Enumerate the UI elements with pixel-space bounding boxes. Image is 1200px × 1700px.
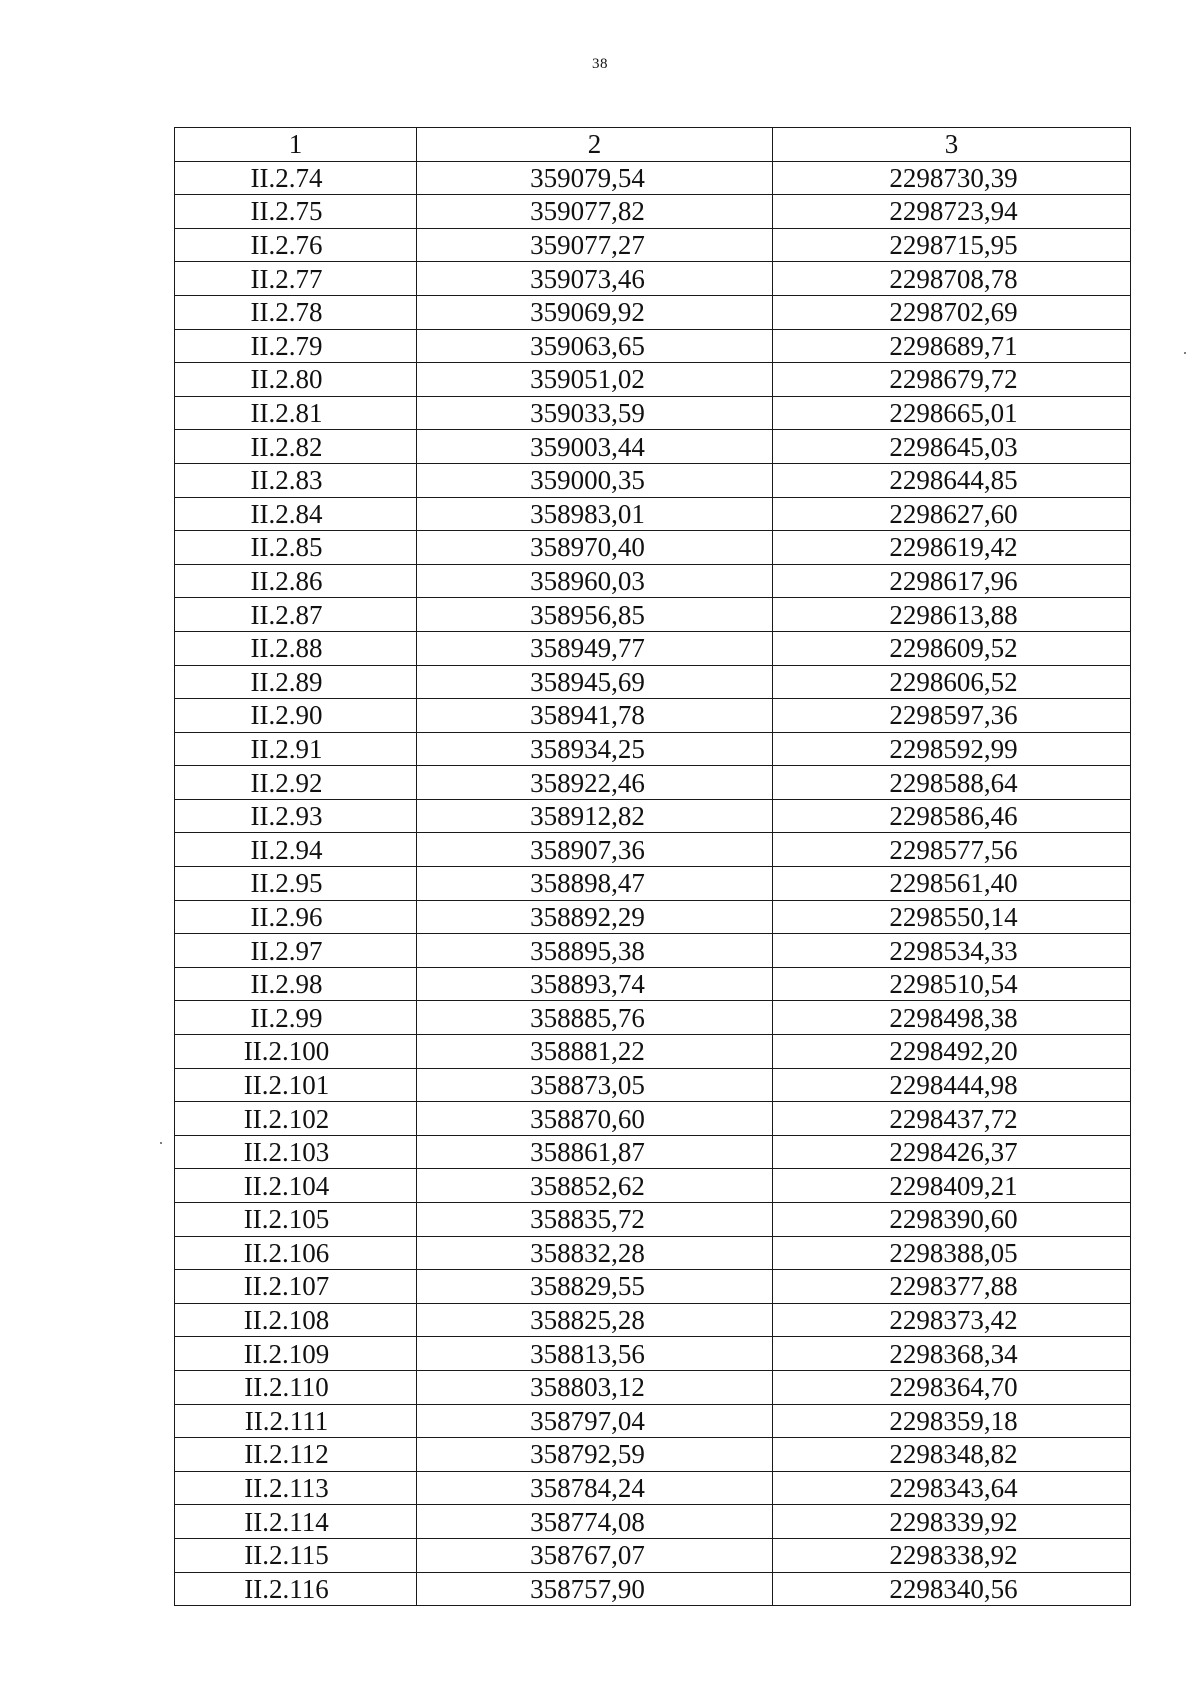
y-coordinate-cell: 2298364,70 — [773, 1370, 1131, 1404]
y-coordinate-cell: 2298592,99 — [773, 732, 1131, 766]
y-coordinate-cell: 2298437,72 — [773, 1102, 1131, 1136]
table-row — [175, 564, 1131, 598]
x-coordinate-cell: 359003,44 — [417, 430, 773, 464]
y-coordinate-cell: 2298665,01 — [773, 396, 1131, 430]
y-coordinate-cell: 2298617,96 — [773, 564, 1131, 598]
y-coordinate-cell: 2298390,60 — [773, 1203, 1131, 1237]
table-row — [175, 1505, 1131, 1539]
x-coordinate-cell: 358912,82 — [417, 799, 773, 833]
table-row — [175, 195, 1131, 229]
table-row — [175, 1236, 1131, 1270]
x-coordinate-cell: 359079,54 — [417, 161, 773, 195]
table-row — [175, 1169, 1131, 1203]
table-row — [175, 766, 1131, 800]
point-id-cell: II.2.75 — [175, 195, 417, 229]
table-row — [175, 665, 1131, 699]
y-coordinate-cell: 2298426,37 — [773, 1135, 1131, 1169]
y-coordinate-cell: 2298409,21 — [773, 1169, 1131, 1203]
point-id-cell: II.2.102 — [175, 1102, 417, 1136]
table-row — [175, 1370, 1131, 1404]
table-row — [175, 732, 1131, 766]
point-id-cell: II.2.112 — [175, 1438, 417, 1472]
y-coordinate-cell: 2298338,92 — [773, 1538, 1131, 1572]
x-coordinate-cell: 358983,01 — [417, 497, 773, 531]
x-coordinate-cell: 358803,12 — [417, 1370, 773, 1404]
table-row — [175, 1404, 1131, 1438]
x-coordinate-cell: 358960,03 — [417, 564, 773, 598]
table-row — [175, 463, 1131, 497]
point-id-cell: II.2.79 — [175, 329, 417, 363]
x-coordinate-cell: 358852,62 — [417, 1169, 773, 1203]
table-row — [175, 934, 1131, 968]
header-row — [175, 128, 1131, 162]
table-body — [175, 161, 1131, 1606]
x-coordinate-cell: 358861,87 — [417, 1135, 773, 1169]
table-row — [175, 1135, 1131, 1169]
column-header-2: 2 — [417, 128, 773, 162]
column-header-3: 3 — [773, 128, 1131, 162]
table-row — [175, 396, 1131, 430]
x-coordinate-cell: 358784,24 — [417, 1471, 773, 1505]
table-row — [175, 900, 1131, 934]
point-id-cell: II.2.81 — [175, 396, 417, 430]
point-id-cell: II.2.116 — [175, 1572, 417, 1606]
y-coordinate-cell: 2298723,94 — [773, 195, 1131, 229]
coordinates-table — [174, 127, 1131, 1606]
x-coordinate-cell: 358757,90 — [417, 1572, 773, 1606]
x-coordinate-cell: 358907,36 — [417, 833, 773, 867]
table-row — [175, 1572, 1131, 1606]
point-id-cell: II.2.103 — [175, 1135, 417, 1169]
point-id-cell: II.2.82 — [175, 430, 417, 464]
x-coordinate-cell: 358970,40 — [417, 531, 773, 565]
point-id-cell: II.2.106 — [175, 1236, 417, 1270]
x-coordinate-cell: 359051,02 — [417, 363, 773, 397]
point-id-cell: II.2.90 — [175, 699, 417, 733]
point-id-cell: II.2.105 — [175, 1203, 417, 1237]
point-id-cell: II.2.107 — [175, 1270, 417, 1304]
table-row — [175, 363, 1131, 397]
x-coordinate-cell: 358767,07 — [417, 1538, 773, 1572]
x-coordinate-cell: 358945,69 — [417, 665, 773, 699]
point-id-cell: II.2.99 — [175, 1001, 417, 1035]
point-id-cell: II.2.86 — [175, 564, 417, 598]
x-coordinate-cell: 358873,05 — [417, 1068, 773, 1102]
y-coordinate-cell: 2298606,52 — [773, 665, 1131, 699]
point-id-cell: II.2.87 — [175, 598, 417, 632]
table-row — [175, 1203, 1131, 1237]
x-coordinate-cell: 358835,72 — [417, 1203, 773, 1237]
point-id-cell: II.2.94 — [175, 833, 417, 867]
point-id-cell: II.2.85 — [175, 531, 417, 565]
x-coordinate-cell: 358881,22 — [417, 1035, 773, 1069]
x-coordinate-cell: 359069,92 — [417, 295, 773, 329]
scan-speck — [1184, 352, 1186, 354]
point-id-cell: II.2.104 — [175, 1169, 417, 1203]
y-coordinate-cell: 2298492,20 — [773, 1035, 1131, 1069]
table-row — [175, 295, 1131, 329]
table-row — [175, 699, 1131, 733]
table-row — [175, 1068, 1131, 1102]
table-row — [175, 631, 1131, 665]
table-row — [175, 531, 1131, 565]
table-row — [175, 1270, 1131, 1304]
point-id-cell: II.2.95 — [175, 867, 417, 901]
table-row — [175, 1035, 1131, 1069]
table-row — [175, 1102, 1131, 1136]
point-id-cell: II.2.91 — [175, 732, 417, 766]
y-coordinate-cell: 2298359,18 — [773, 1404, 1131, 1438]
point-id-cell: II.2.109 — [175, 1337, 417, 1371]
y-coordinate-cell: 2298644,85 — [773, 463, 1131, 497]
x-coordinate-cell: 358922,46 — [417, 766, 773, 800]
x-coordinate-cell: 358832,28 — [417, 1236, 773, 1270]
y-coordinate-cell: 2298715,95 — [773, 228, 1131, 262]
y-coordinate-cell: 2298534,33 — [773, 934, 1131, 968]
point-id-cell: II.2.88 — [175, 631, 417, 665]
point-id-cell: II.2.115 — [175, 1538, 417, 1572]
point-id-cell: II.2.78 — [175, 295, 417, 329]
point-id-cell: II.2.83 — [175, 463, 417, 497]
y-coordinate-cell: 2298388,05 — [773, 1236, 1131, 1270]
point-id-cell: II.2.101 — [175, 1068, 417, 1102]
y-coordinate-cell: 2298444,98 — [773, 1068, 1131, 1102]
y-coordinate-cell: 2298609,52 — [773, 631, 1131, 665]
y-coordinate-cell: 2298613,88 — [773, 598, 1131, 632]
point-id-cell: II.2.96 — [175, 900, 417, 934]
y-coordinate-cell: 2298730,39 — [773, 161, 1131, 195]
table-row — [175, 833, 1131, 867]
y-coordinate-cell: 2298627,60 — [773, 497, 1131, 531]
y-coordinate-cell: 2298368,34 — [773, 1337, 1131, 1371]
x-coordinate-cell: 359033,59 — [417, 396, 773, 430]
x-coordinate-cell: 358792,59 — [417, 1438, 773, 1472]
table-row — [175, 1471, 1131, 1505]
y-coordinate-cell: 2298340,56 — [773, 1572, 1131, 1606]
point-id-cell: II.2.77 — [175, 262, 417, 296]
point-id-cell: II.2.76 — [175, 228, 417, 262]
x-coordinate-cell: 358825,28 — [417, 1303, 773, 1337]
table-row — [175, 967, 1131, 1001]
x-coordinate-cell: 358893,74 — [417, 967, 773, 1001]
x-coordinate-cell: 358797,04 — [417, 1404, 773, 1438]
table-row — [175, 1538, 1131, 1572]
point-id-cell: II.2.108 — [175, 1303, 417, 1337]
point-id-cell: II.2.98 — [175, 967, 417, 1001]
y-coordinate-cell: 2298619,42 — [773, 531, 1131, 565]
table-row — [175, 161, 1131, 195]
x-coordinate-cell: 358934,25 — [417, 732, 773, 766]
table-row — [175, 799, 1131, 833]
point-id-cell: II.2.97 — [175, 934, 417, 968]
y-coordinate-cell: 2298708,78 — [773, 262, 1131, 296]
point-id-cell: II.2.111 — [175, 1404, 417, 1438]
x-coordinate-cell: 358774,08 — [417, 1505, 773, 1539]
x-coordinate-cell: 359073,46 — [417, 262, 773, 296]
x-coordinate-cell: 359077,27 — [417, 228, 773, 262]
point-id-cell: II.2.80 — [175, 363, 417, 397]
x-coordinate-cell: 359063,65 — [417, 329, 773, 363]
table-row — [175, 329, 1131, 363]
point-id-cell: II.2.89 — [175, 665, 417, 699]
point-id-cell: II.2.100 — [175, 1035, 417, 1069]
y-coordinate-cell: 2298348,82 — [773, 1438, 1131, 1472]
table-row — [175, 1303, 1131, 1337]
y-coordinate-cell: 2298689,71 — [773, 329, 1131, 363]
point-id-cell: II.2.74 — [175, 161, 417, 195]
y-coordinate-cell: 2298702,69 — [773, 295, 1131, 329]
y-coordinate-cell: 2298339,92 — [773, 1505, 1131, 1539]
y-coordinate-cell: 2298597,36 — [773, 699, 1131, 733]
x-coordinate-cell: 358885,76 — [417, 1001, 773, 1035]
table-row — [175, 1337, 1131, 1371]
point-id-cell: II.2.84 — [175, 497, 417, 531]
y-coordinate-cell: 2298550,14 — [773, 900, 1131, 934]
table-row — [175, 867, 1131, 901]
y-coordinate-cell: 2298588,64 — [773, 766, 1131, 800]
x-coordinate-cell: 358870,60 — [417, 1102, 773, 1136]
table-row — [175, 598, 1131, 632]
y-coordinate-cell: 2298498,38 — [773, 1001, 1131, 1035]
y-coordinate-cell: 2298577,56 — [773, 833, 1131, 867]
point-id-cell: II.2.93 — [175, 799, 417, 833]
y-coordinate-cell: 2298343,64 — [773, 1471, 1131, 1505]
x-coordinate-cell: 358949,77 — [417, 631, 773, 665]
x-coordinate-cell: 359000,35 — [417, 463, 773, 497]
table-row — [175, 1001, 1131, 1035]
y-coordinate-cell: 2298645,03 — [773, 430, 1131, 464]
table-header — [175, 128, 1131, 162]
x-coordinate-cell: 358895,38 — [417, 934, 773, 968]
table-row — [175, 1438, 1131, 1472]
y-coordinate-cell: 2298510,54 — [773, 967, 1131, 1001]
page-number: 38 — [592, 56, 608, 72]
y-coordinate-cell: 2298377,88 — [773, 1270, 1131, 1304]
y-coordinate-cell: 2298561,40 — [773, 867, 1131, 901]
x-coordinate-cell: 358956,85 — [417, 598, 773, 632]
x-coordinate-cell: 358829,55 — [417, 1270, 773, 1304]
x-coordinate-cell: 358898,47 — [417, 867, 773, 901]
y-coordinate-cell: 2298679,72 — [773, 363, 1131, 397]
x-coordinate-cell: 358941,78 — [417, 699, 773, 733]
table-row — [175, 430, 1131, 464]
scan-speck — [160, 1142, 162, 1144]
table-row — [175, 497, 1131, 531]
x-coordinate-cell: 358892,29 — [417, 900, 773, 934]
point-id-cell: II.2.110 — [175, 1370, 417, 1404]
y-coordinate-cell: 2298586,46 — [773, 799, 1131, 833]
x-coordinate-cell: 358813,56 — [417, 1337, 773, 1371]
point-id-cell: II.2.114 — [175, 1505, 417, 1539]
y-coordinate-cell: 2298373,42 — [773, 1303, 1131, 1337]
table-row — [175, 262, 1131, 296]
table-row — [175, 228, 1131, 262]
column-header-1: 1 — [175, 128, 417, 162]
x-coordinate-cell: 359077,82 — [417, 195, 773, 229]
point-id-cell: II.2.92 — [175, 766, 417, 800]
point-id-cell: II.2.113 — [175, 1471, 417, 1505]
